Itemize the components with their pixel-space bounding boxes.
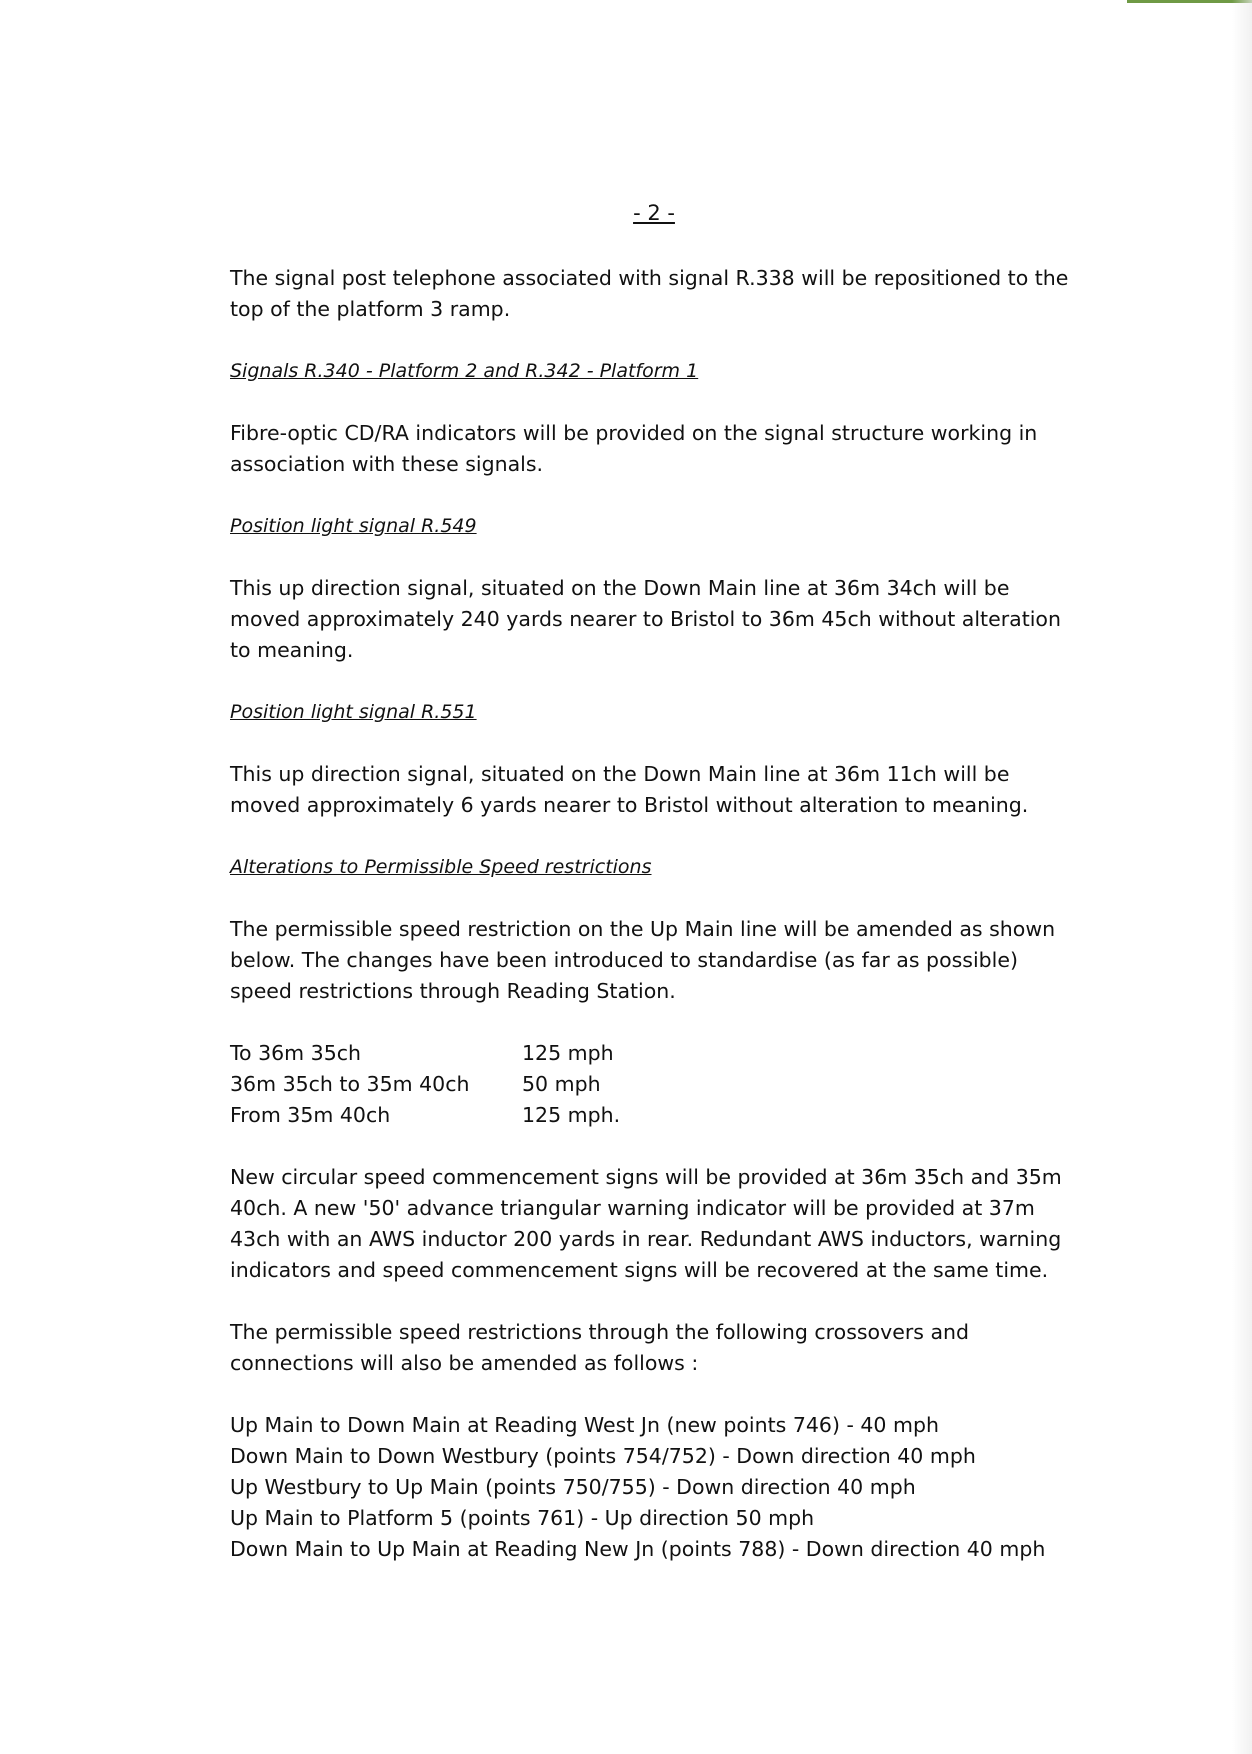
list-item: Up Main to Down Main at Reading West Jn (new points 746) - 40 mph xyxy=(230,1413,939,1437)
document-body xyxy=(230,198,1070,1565)
table-row xyxy=(230,1069,620,1100)
table-row xyxy=(230,1038,620,1069)
paragraph-signal-r549: This up direction signal, situated on the Down Main line at 36m 34ch will be moved approximately 240 yards nearer to Bristol to 36m 45ch without alteration to meaning. xyxy=(230,576,1061,662)
heading-signals-r340-r342: Signals R.340 - Platform 2 and R.342 - Platform 1 xyxy=(230,360,699,382)
paragraph-speed-restriction-intro: The permissible speed restriction on the Up Main line will be amended as shown below. The changes have been introduced to standardise (as far as possible) speed restrictions through Reading Station. xyxy=(230,917,1056,1003)
segment-cell: 36m 35ch to 35m 40ch xyxy=(230,1072,470,1096)
speed-cell: 125 mph. xyxy=(522,1103,621,1127)
heading-signal-r549: Position light signal R.549 xyxy=(230,515,477,537)
paragraph-signal-telephone: The signal post telephone associated with signal R.338 will be repositioned to the top of the platform 3 ramp. xyxy=(230,266,1069,321)
list-item: Up Westbury to Up Main (points 750/755) - Down direction 40 mph xyxy=(230,1475,916,1499)
speed-cell: 50 mph xyxy=(522,1072,601,1096)
list-item: Down Main to Down Westbury (points 754/752) - Down direction 40 mph xyxy=(230,1444,976,1468)
list-item: Down Main to Up Main at Reading New Jn (points 788) - Down direction 40 mph xyxy=(230,1537,1046,1561)
heading-speed-restrictions: Alterations to Permissible Speed restrictions xyxy=(230,856,652,878)
heading-signal-r551: Position light signal R.551 xyxy=(230,701,477,723)
crossover-list xyxy=(230,1410,1070,1565)
list-item: Up Main to Platform 5 (points 761) - Up direction 50 mph xyxy=(230,1506,815,1530)
table-row xyxy=(230,1100,620,1131)
segment-cell: From 35m 40ch xyxy=(230,1103,391,1127)
paragraph-speed-signs: New circular speed commencement signs will be provided at 36m 35ch and 35m 40ch. A new '50' advance triangular warning indicator will be provided at 37m 43ch with an AWS inductor 200 yards in rear. Redundant AWS inductors, warning indicators and speed commencement signs will be recovered at the same time. xyxy=(230,1165,1062,1282)
speed-cell: 125 mph xyxy=(522,1041,614,1065)
speed-restriction-table xyxy=(230,1038,620,1131)
segment-cell: To 36m 35ch xyxy=(230,1041,362,1065)
paragraph-cdra-indicators: Fibre-optic CD/RA indicators will be provided on the signal structure working in association with these signals. xyxy=(230,421,1038,476)
page-edge-shadow xyxy=(1232,0,1252,1754)
paragraph-crossovers-intro: The permissible speed restrictions through the following crossovers and connections will also be amended as follows : xyxy=(230,1320,970,1375)
paragraph-signal-r551: This up direction signal, situated on the Down Main line at 36m 11ch will be moved approximately 6 yards nearer to Bristol without alteration to meaning. xyxy=(230,762,1029,817)
page-number: - 2 - xyxy=(633,201,675,225)
